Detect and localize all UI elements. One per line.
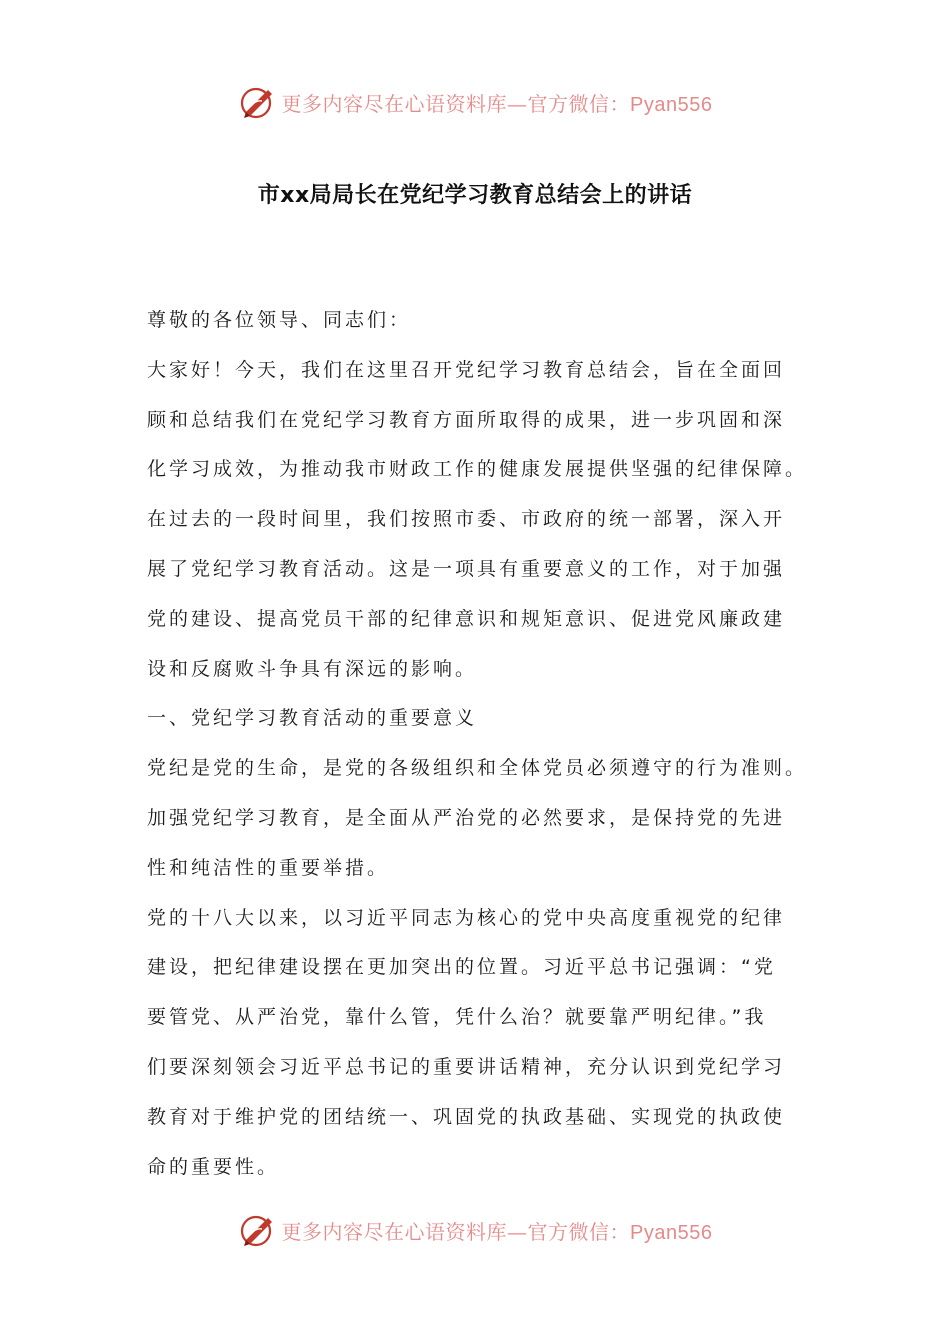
- salutation-line: 尊敬的各位领导、同志们：: [147, 309, 412, 331]
- body-line: 顾和总结我们在党纪学习教育方面所取得的成果，进一步巩固和深: [147, 408, 786, 431]
- body-line: 加强党纪学习教育，是全面从严治党的必然要求，是保持党的先进: [147, 806, 786, 829]
- body-line: 教育对于维护党的团结统一、巩固党的执政基础、实现党的执政使: [147, 1105, 786, 1128]
- footer-banner: [0, 1208, 950, 1252]
- pen-circle-logo-icon: [238, 82, 278, 122]
- document-title: 市xx局局长在党纪学习教育总结会上的讲话: [257, 183, 693, 208]
- body-line: 在过去的一段时间里，我们按照市委、市政府的统一部署，深入开: [147, 508, 786, 531]
- document-body: [147, 296, 817, 1192]
- wechat-id: Pyan556: [630, 1221, 713, 1244]
- body-line: 建设，把纪律建设摆在更加突出的位置。习近平总书记强调：“党: [147, 956, 776, 979]
- body-line: 大家好！今天，我们在这里召开党纪学习教育总结会，旨在全面回: [147, 358, 786, 381]
- body-line: 设和反腐败斗争具有深远的影响。: [147, 657, 478, 680]
- body-line: 展了党纪学习教育活动。这是一项具有重要意义的工作，对于加强: [147, 557, 786, 580]
- body-line: 命的重要性。: [147, 1155, 280, 1178]
- banner-text: 更多内容尽在心语资料库—官方微信：Pyan556: [281, 91, 713, 116]
- body-line: 党纪是党的生命，是党的各级组织和全体党员必须遵守的行为准则。: [147, 757, 808, 780]
- body-line: 党的建设、提高党员干部的纪律意识和规矩意识、促进党风廉政建: [147, 607, 786, 630]
- body-line: 化学习成效，为推动我市财政工作的健康发展提供坚强的纪律保障。: [147, 458, 808, 481]
- header-banner: [0, 80, 950, 124]
- body-line: 党的十八大以来，以习近平同志为核心的党中央高度重视党的纪律: [147, 906, 786, 929]
- wechat-id: Pyan556: [630, 93, 713, 116]
- pen-circle-logo-icon: [238, 1210, 278, 1250]
- body-line: 要管党、从严治党，靠什么管，凭什么治？就要靠严明纪律。”我: [147, 1006, 767, 1029]
- banner-text: 更多内容尽在心语资料库—官方微信：Pyan556: [281, 1219, 713, 1244]
- section-heading: 一、党纪学习教育活动的重要意义: [147, 707, 478, 730]
- body-line: 们要深刻领会习近平总书记的重要讲话精神，充分认识到党纪学习: [147, 1055, 786, 1078]
- body-line: 性和纯洁性的重要举措。: [147, 856, 390, 879]
